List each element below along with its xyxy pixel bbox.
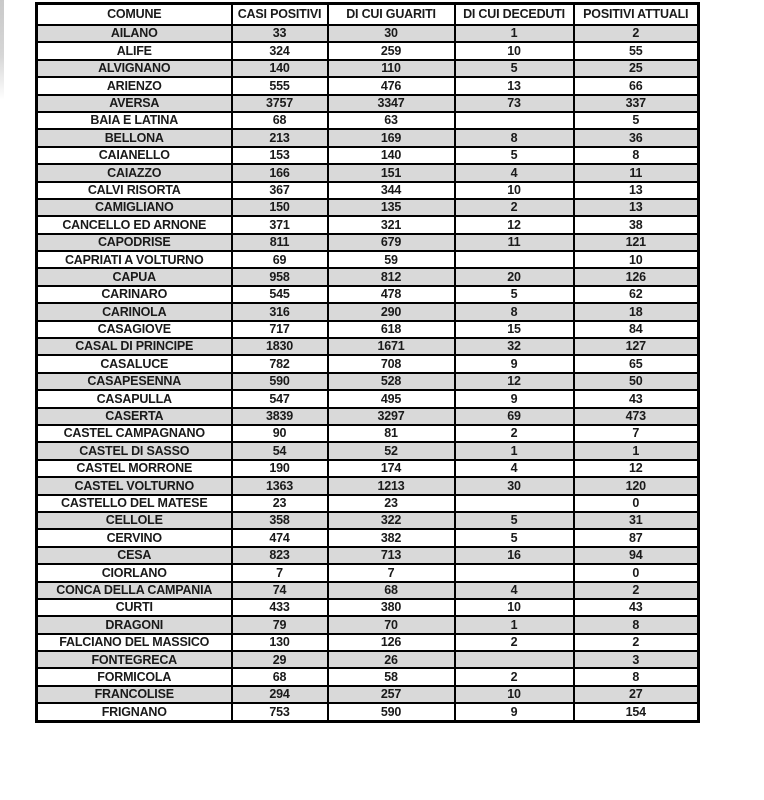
- header-positivi-attuali: POSITIVI ATTUALI: [574, 4, 699, 26]
- guariti-cell: 30: [328, 25, 455, 42]
- casi-positivi-cell: 3757: [232, 95, 328, 112]
- table-row: [37, 495, 699, 512]
- positivi-attuali-cell: 120: [574, 477, 699, 494]
- comune-cell: FONTEGRECA: [37, 651, 232, 668]
- comune-cell: AILANO: [37, 25, 232, 42]
- table-row: [37, 425, 699, 442]
- table-row: [37, 182, 699, 199]
- deceduti-cell: 20: [455, 268, 574, 285]
- guariti-cell: 52: [328, 442, 455, 459]
- guariti-cell: 3297: [328, 408, 455, 425]
- table-row: [37, 703, 699, 721]
- positivi-attuali-cell: 65: [574, 355, 699, 372]
- casi-positivi-cell: 811: [232, 234, 328, 251]
- positivi-attuali-cell: 43: [574, 390, 699, 407]
- positivi-attuali-cell: 0: [574, 495, 699, 512]
- table-row: [37, 651, 699, 668]
- casi-positivi-cell: 3839: [232, 408, 328, 425]
- positivi-attuali-cell: 62: [574, 286, 699, 303]
- deceduti-cell: 9: [455, 355, 574, 372]
- table-row: [37, 25, 699, 42]
- table-row: [37, 77, 699, 94]
- comune-cell: CAPODRISE: [37, 234, 232, 251]
- table-row: [37, 95, 699, 112]
- table-header: [37, 4, 699, 26]
- casi-positivi-cell: 958: [232, 268, 328, 285]
- comune-cell: CAPUA: [37, 268, 232, 285]
- table-row: [37, 582, 699, 599]
- guariti-cell: 380: [328, 599, 455, 616]
- positivi-attuali-cell: 5: [574, 112, 699, 129]
- comune-cell: ALIFE: [37, 42, 232, 59]
- guariti-cell: 174: [328, 460, 455, 477]
- positivi-attuali-cell: 0: [574, 564, 699, 581]
- positivi-attuali-cell: 94: [574, 547, 699, 564]
- positivi-attuali-cell: 13: [574, 199, 699, 216]
- table-row: [37, 129, 699, 146]
- positivi-attuali-cell: 84: [574, 321, 699, 338]
- deceduti-cell: 4: [455, 460, 574, 477]
- positivi-attuali-cell: 18: [574, 303, 699, 320]
- guariti-cell: 812: [328, 268, 455, 285]
- guariti-cell: 3347: [328, 95, 455, 112]
- guariti-cell: 68: [328, 582, 455, 599]
- positivi-attuali-cell: 2: [574, 25, 699, 42]
- table-body: [37, 25, 699, 721]
- positivi-attuali-cell: 3: [574, 651, 699, 668]
- table-row: [37, 321, 699, 338]
- comune-cell: CIORLANO: [37, 564, 232, 581]
- comune-cell: CASERTA: [37, 408, 232, 425]
- comune-cell: CAPRIATI A VOLTURNO: [37, 251, 232, 268]
- comune-cell: BAIA E LATINA: [37, 112, 232, 129]
- positivi-attuali-cell: 473: [574, 408, 699, 425]
- comune-cell: CASTEL VOLTURNO: [37, 477, 232, 494]
- positivi-attuali-cell: 38: [574, 216, 699, 233]
- guariti-cell: 495: [328, 390, 455, 407]
- guariti-cell: 259: [328, 42, 455, 59]
- comune-cell: CASAPESENNA: [37, 373, 232, 390]
- casi-positivi-cell: 7: [232, 564, 328, 581]
- positivi-attuali-cell: 8: [574, 668, 699, 685]
- deceduti-cell: 1: [455, 442, 574, 459]
- comune-cell: BELLONA: [37, 129, 232, 146]
- table-row: [37, 686, 699, 703]
- deceduti-cell: 12: [455, 216, 574, 233]
- deceduti-cell: 5: [455, 60, 574, 77]
- deceduti-cell: 12: [455, 373, 574, 390]
- deceduti-cell: 10: [455, 182, 574, 199]
- positivi-attuali-cell: 36: [574, 129, 699, 146]
- guariti-cell: 713: [328, 547, 455, 564]
- guariti-cell: 1213: [328, 477, 455, 494]
- comune-cell: CASAL DI PRINCIPE: [37, 338, 232, 355]
- positivi-attuali-cell: 25: [574, 60, 699, 77]
- deceduti-cell: [455, 112, 574, 129]
- deceduti-cell: 2: [455, 634, 574, 651]
- deceduti-cell: 10: [455, 599, 574, 616]
- table-row: [37, 477, 699, 494]
- deceduti-cell: 5: [455, 286, 574, 303]
- positivi-attuali-cell: 43: [574, 599, 699, 616]
- table-row: [37, 599, 699, 616]
- comune-cell: CERVINO: [37, 529, 232, 546]
- deceduti-cell: 69: [455, 408, 574, 425]
- comune-cell: CASTEL MORRONE: [37, 460, 232, 477]
- table-row: [37, 199, 699, 216]
- header-casi-positivi: CASI POSITIVI: [232, 4, 328, 26]
- casi-positivi-cell: 90: [232, 425, 328, 442]
- header-comune: COMUNE: [37, 4, 232, 26]
- table-row: [37, 338, 699, 355]
- table-row: [37, 251, 699, 268]
- casi-positivi-cell: 545: [232, 286, 328, 303]
- comune-cell: CALVI RISORTA: [37, 182, 232, 199]
- guariti-cell: 140: [328, 147, 455, 164]
- guariti-cell: 382: [328, 529, 455, 546]
- comune-cell: CASALUCE: [37, 355, 232, 372]
- casi-positivi-cell: 1830: [232, 338, 328, 355]
- deceduti-cell: 9: [455, 703, 574, 721]
- casi-positivi-cell: 54: [232, 442, 328, 459]
- casi-positivi-cell: 823: [232, 547, 328, 564]
- positivi-attuali-cell: 337: [574, 95, 699, 112]
- positivi-attuali-cell: 8: [574, 147, 699, 164]
- deceduti-cell: 1: [455, 616, 574, 633]
- positivi-attuali-cell: 2: [574, 582, 699, 599]
- casi-positivi-cell: 547: [232, 390, 328, 407]
- guariti-cell: 1671: [328, 338, 455, 355]
- guariti-cell: 63: [328, 112, 455, 129]
- positivi-attuali-cell: 11: [574, 164, 699, 181]
- casi-positivi-cell: 79: [232, 616, 328, 633]
- positivi-attuali-cell: 55: [574, 42, 699, 59]
- casi-positivi-cell: 69: [232, 251, 328, 268]
- comune-cell: CELLOLE: [37, 512, 232, 529]
- deceduti-cell: 10: [455, 42, 574, 59]
- positivi-attuali-cell: 66: [574, 77, 699, 94]
- positivi-attuali-cell: 31: [574, 512, 699, 529]
- table-row: [37, 668, 699, 685]
- deceduti-cell: 32: [455, 338, 574, 355]
- deceduti-cell: 4: [455, 164, 574, 181]
- guariti-cell: 169: [328, 129, 455, 146]
- comune-cell: FALCIANO DEL MASSICO: [37, 634, 232, 651]
- deceduti-cell: 9: [455, 390, 574, 407]
- comune-cell: CURTI: [37, 599, 232, 616]
- deceduti-cell: [455, 651, 574, 668]
- comune-cell: CAIANELLO: [37, 147, 232, 164]
- positivi-attuali-cell: 1: [574, 442, 699, 459]
- deceduti-cell: [455, 564, 574, 581]
- guariti-cell: 126: [328, 634, 455, 651]
- table-row: [37, 442, 699, 459]
- casi-positivi-cell: 213: [232, 129, 328, 146]
- deceduti-cell: 8: [455, 303, 574, 320]
- positivi-attuali-cell: 126: [574, 268, 699, 285]
- deceduti-cell: 11: [455, 234, 574, 251]
- guariti-cell: 478: [328, 286, 455, 303]
- deceduti-cell: 5: [455, 147, 574, 164]
- deceduti-cell: 2: [455, 668, 574, 685]
- comune-cell: CAIAZZO: [37, 164, 232, 181]
- casi-positivi-cell: 153: [232, 147, 328, 164]
- comune-cell: CESA: [37, 547, 232, 564]
- table-row: [37, 234, 699, 251]
- casi-positivi-cell: 140: [232, 60, 328, 77]
- deceduti-cell: 13: [455, 77, 574, 94]
- guariti-cell: 257: [328, 686, 455, 703]
- guariti-cell: 321: [328, 216, 455, 233]
- casi-positivi-cell: 367: [232, 182, 328, 199]
- deceduti-cell: 16: [455, 547, 574, 564]
- guariti-cell: 322: [328, 512, 455, 529]
- table-row: [37, 60, 699, 77]
- guariti-cell: 70: [328, 616, 455, 633]
- deceduti-cell: 15: [455, 321, 574, 338]
- comune-cell: CAMIGLIANO: [37, 199, 232, 216]
- guariti-cell: 708: [328, 355, 455, 372]
- table-row: [37, 616, 699, 633]
- table-row: [37, 634, 699, 651]
- table-row: [37, 42, 699, 59]
- positivi-attuali-cell: 10: [574, 251, 699, 268]
- casi-positivi-cell: 555: [232, 77, 328, 94]
- positivi-attuali-cell: 13: [574, 182, 699, 199]
- table-row: [37, 564, 699, 581]
- guariti-cell: 151: [328, 164, 455, 181]
- deceduti-cell: 5: [455, 529, 574, 546]
- comune-cell: CASAPULLA: [37, 390, 232, 407]
- guariti-cell: 135: [328, 199, 455, 216]
- casi-positivi-cell: 68: [232, 112, 328, 129]
- guariti-cell: 7: [328, 564, 455, 581]
- table-row: [37, 460, 699, 477]
- casi-positivi-cell: 358: [232, 512, 328, 529]
- deceduti-cell: 1: [455, 25, 574, 42]
- casi-positivi-cell: 324: [232, 42, 328, 59]
- covid-municipality-table: [35, 2, 700, 723]
- casi-positivi-cell: 782: [232, 355, 328, 372]
- guariti-cell: 290: [328, 303, 455, 320]
- table-row: [37, 373, 699, 390]
- casi-positivi-cell: 23: [232, 495, 328, 512]
- table-row: [37, 268, 699, 285]
- header-row: [37, 4, 699, 26]
- comune-cell: ARIENZO: [37, 77, 232, 94]
- positivi-attuali-cell: 127: [574, 338, 699, 355]
- guariti-cell: 58: [328, 668, 455, 685]
- deceduti-cell: 2: [455, 425, 574, 442]
- deceduti-cell: 30: [455, 477, 574, 494]
- guariti-cell: 344: [328, 182, 455, 199]
- comune-cell: CANCELLO ED ARNONE: [37, 216, 232, 233]
- deceduti-cell: 8: [455, 129, 574, 146]
- comune-cell: AVERSA: [37, 95, 232, 112]
- table-row: [37, 408, 699, 425]
- deceduti-cell: 2: [455, 199, 574, 216]
- casi-positivi-cell: 474: [232, 529, 328, 546]
- deceduti-cell: 73: [455, 95, 574, 112]
- guariti-cell: 81: [328, 425, 455, 442]
- comune-cell: CASTEL CAMPAGNANO: [37, 425, 232, 442]
- casi-positivi-cell: 1363: [232, 477, 328, 494]
- positivi-attuali-cell: 2: [574, 634, 699, 651]
- comune-cell: DRAGONI: [37, 616, 232, 633]
- positivi-attuali-cell: 12: [574, 460, 699, 477]
- casi-positivi-cell: 74: [232, 582, 328, 599]
- positivi-attuali-cell: 154: [574, 703, 699, 721]
- guariti-cell: 59: [328, 251, 455, 268]
- comune-cell: CASAGIOVE: [37, 321, 232, 338]
- guariti-cell: 476: [328, 77, 455, 94]
- comune-cell: ALVIGNANO: [37, 60, 232, 77]
- casi-positivi-cell: 294: [232, 686, 328, 703]
- positivi-attuali-cell: 7: [574, 425, 699, 442]
- table-row: [37, 512, 699, 529]
- casi-positivi-cell: 433: [232, 599, 328, 616]
- casi-positivi-cell: 33: [232, 25, 328, 42]
- casi-positivi-cell: 190: [232, 460, 328, 477]
- guariti-cell: 679: [328, 234, 455, 251]
- comune-cell: FRIGNANO: [37, 703, 232, 721]
- positivi-attuali-cell: 8: [574, 616, 699, 633]
- comune-cell: CONCA DELLA CAMPANIA: [37, 582, 232, 599]
- guariti-cell: 26: [328, 651, 455, 668]
- positivi-attuali-cell: 87: [574, 529, 699, 546]
- table-row: [37, 547, 699, 564]
- deceduti-cell: [455, 495, 574, 512]
- positivi-attuali-cell: 50: [574, 373, 699, 390]
- table-row: [37, 390, 699, 407]
- table-row: [37, 355, 699, 372]
- guariti-cell: 590: [328, 703, 455, 721]
- guariti-cell: 528: [328, 373, 455, 390]
- casi-positivi-cell: 371: [232, 216, 328, 233]
- comune-cell: CASTEL DI SASSO: [37, 442, 232, 459]
- comune-cell: CASTELLO DEL MATESE: [37, 495, 232, 512]
- casi-positivi-cell: 29: [232, 651, 328, 668]
- casi-positivi-cell: 166: [232, 164, 328, 181]
- table-row: [37, 303, 699, 320]
- deceduti-cell: 10: [455, 686, 574, 703]
- positivi-attuali-cell: 121: [574, 234, 699, 251]
- table-row: [37, 216, 699, 233]
- casi-positivi-cell: 753: [232, 703, 328, 721]
- comune-cell: CARINOLA: [37, 303, 232, 320]
- guariti-cell: 618: [328, 321, 455, 338]
- casi-positivi-cell: 130: [232, 634, 328, 651]
- casi-positivi-cell: 590: [232, 373, 328, 390]
- deceduti-cell: 4: [455, 582, 574, 599]
- guariti-cell: 110: [328, 60, 455, 77]
- casi-positivi-cell: 150: [232, 199, 328, 216]
- header-di-cui-guariti: DI CUI GUARITI: [328, 4, 455, 26]
- guariti-cell: 23: [328, 495, 455, 512]
- table-row: [37, 529, 699, 546]
- casi-positivi-cell: 717: [232, 321, 328, 338]
- table-row: [37, 286, 699, 303]
- positivi-attuali-cell: 27: [574, 686, 699, 703]
- header-di-cui-deceduti: DI CUI DECEDUTI: [455, 4, 574, 26]
- comune-cell: FRANCOLISE: [37, 686, 232, 703]
- deceduti-cell: [455, 251, 574, 268]
- table-row: [37, 112, 699, 129]
- comune-cell: FORMICOLA: [37, 668, 232, 685]
- comune-cell: CARINARO: [37, 286, 232, 303]
- casi-positivi-cell: 316: [232, 303, 328, 320]
- page-edge-shadow: [0, 0, 4, 100]
- casi-positivi-cell: 68: [232, 668, 328, 685]
- table-row: [37, 164, 699, 181]
- deceduti-cell: 5: [455, 512, 574, 529]
- table-row: [37, 147, 699, 164]
